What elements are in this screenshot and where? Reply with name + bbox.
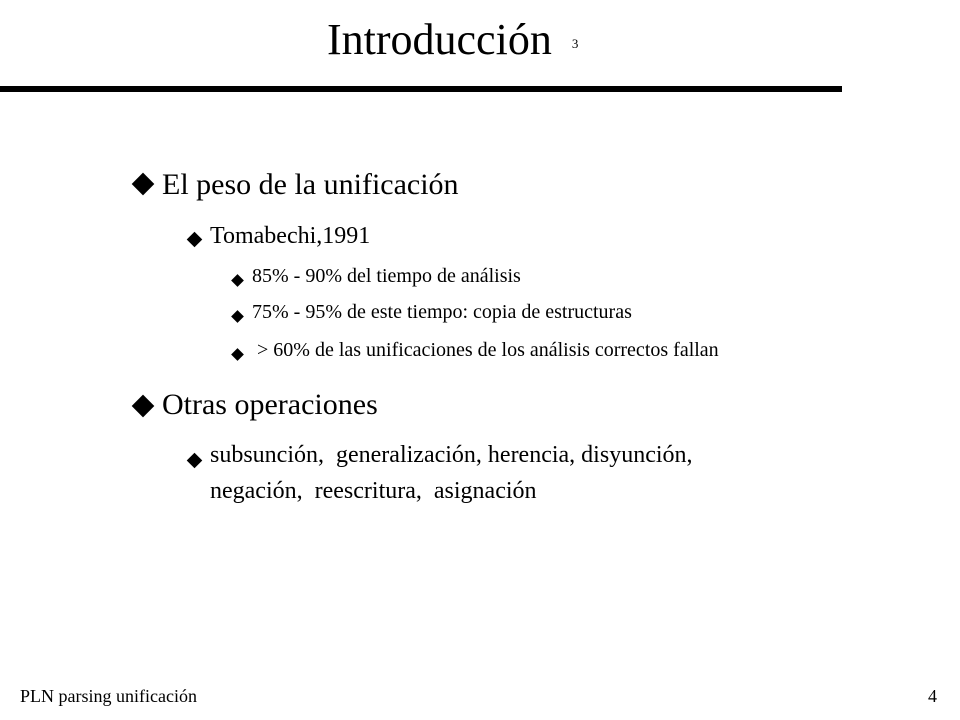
subsub-bullet-copia-estructuras: 75% - 95% de este tiempo: copia de estructuras xyxy=(252,301,632,323)
bullet-diamond-icon xyxy=(132,395,155,418)
title-text: Introducción xyxy=(327,15,552,64)
sub-bullet-operaciones-line1: subsunción, generalización, herencia, disyunción, xyxy=(210,442,693,468)
bullet-peso-unificacion: El peso de la unificación xyxy=(162,168,459,201)
sub-bullet-operaciones-line2: negación, reescritura, asignación xyxy=(210,478,537,504)
subsub-bullet-tiempo-analisis: 85% - 90% del tiempo de análisis xyxy=(252,265,521,287)
bullet-otras-operaciones: Otras operaciones xyxy=(162,388,378,421)
subsub-bullet-diamond-icon xyxy=(231,348,244,361)
bullet-diamond-icon xyxy=(132,173,155,196)
subsub-bullet-unificaciones-fallan: > 60% de las unificaciones de los análisis correctos fallan xyxy=(252,339,719,361)
title-number: 3 xyxy=(571,36,579,51)
footer-page-number: 4 xyxy=(928,686,937,706)
subsub-bullet-diamond-icon xyxy=(231,310,244,323)
sub-bullet-diamond-icon xyxy=(187,232,203,248)
sub-bullet-diamond-icon xyxy=(187,453,203,469)
sub-bullet-tomabechi: Tomabechi,1991 xyxy=(210,223,371,249)
slide-title xyxy=(327,14,578,67)
footer-course-label: PLN parsing unificación xyxy=(20,686,197,706)
subsub-bullet-diamond-icon xyxy=(231,274,244,287)
title-divider xyxy=(0,86,842,92)
